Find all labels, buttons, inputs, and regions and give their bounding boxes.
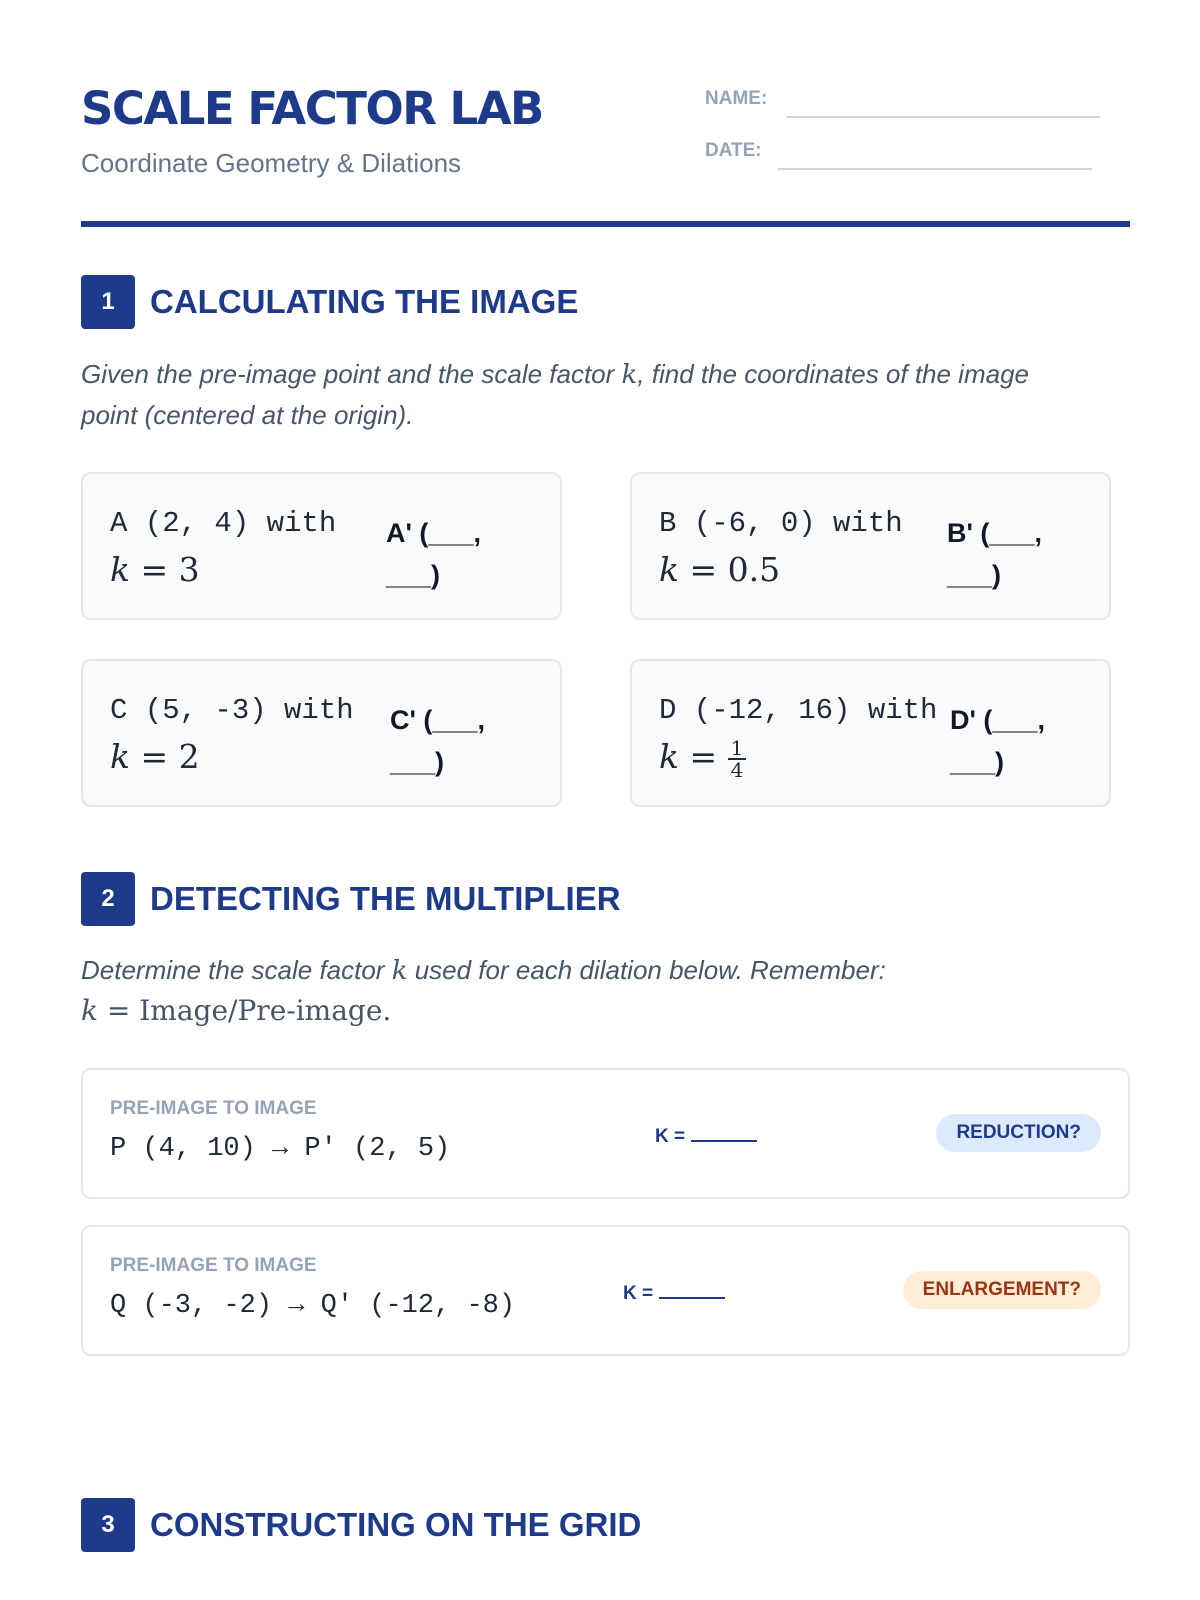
answer-blank[interactable] [947,512,1057,596]
section-1-instructions [81,354,1081,435]
answer-line: C' (___, [390,705,485,735]
scale-factor [110,737,200,776]
formula: = Image/Pre-image. [97,994,392,1027]
fraction-numerator: 1 [728,738,747,760]
scale-factor [659,737,746,780]
page-subtitle: Coordinate Geometry & Dilations [81,148,462,178]
k-answer-blank[interactable] [691,1126,757,1142]
k-label: K = [623,1283,654,1304]
page-title: SCALE FACTOR LAB [81,82,543,135]
pre-image-point: C (5, -3) with [110,694,354,727]
variable-k: k [621,360,638,390]
reduction-badge: REDUCTION? [936,1114,1101,1152]
equals-sign: = [130,550,179,589]
enlargement-badge: ENLARGEMENT? [903,1271,1101,1309]
equals-sign: = [130,737,179,776]
date-label: DATE: [705,140,762,161]
k-fraction [728,738,747,780]
problem-card-d [630,659,1111,807]
card-label: PRE-IMAGE TO IMAGE [110,1255,317,1276]
answer-line: ___) [947,560,1002,590]
k-label: K = [655,1126,686,1147]
instructions-text: used for each dilation below. Remember: [414,955,886,985]
answer-blank[interactable] [950,699,1060,783]
pre-image-point: D (-12, 16) with [659,694,938,727]
k-answer-field[interactable] [623,1283,725,1305]
variable-k: k [81,994,98,1027]
k-answer-blank[interactable] [659,1283,725,1299]
answer-line: D' (___, [950,705,1045,735]
k-value: 3 [178,550,200,589]
instructions-text: , find the coordinates of the image point (centered at the origin). [81,359,1030,430]
answer-line: ___) [950,747,1005,777]
problem-card-c [81,659,562,807]
card-label: PRE-IMAGE TO IMAGE [110,1098,317,1119]
answer-line: ___) [390,747,445,777]
answer-line: B' (___, [947,518,1042,548]
worksheet-header [81,82,1119,232]
dilation-mapping: Q (-3, -2) → Q' (-12, -8) [110,1291,516,1321]
name-field[interactable] [786,116,1100,118]
instructions-text: Given the pre-image point and the scale factor [81,359,615,389]
equals-sign: = [679,737,728,776]
dilation-card-q [81,1225,1130,1356]
fraction-denominator: 4 [730,758,744,782]
k-value: 2 [178,737,200,776]
section-number-badge: 1 [81,275,135,329]
section-title: DETECTING THE MULTIPLIER [150,880,621,917]
dilation-mapping: P (4, 10) → P' (2, 5) [110,1134,451,1164]
scale-factor [110,550,200,589]
name-label: NAME: [705,88,768,109]
pre-image-point: A (2, 4) with [110,507,337,540]
instructions-text: Determine the scale factor [81,955,385,985]
answer-line: A' (___, [386,518,481,548]
variable-k: k [110,737,130,776]
header-divider [81,221,1130,227]
pre-image-point: B (-6, 0) with [659,507,903,540]
variable-k: k [110,550,130,589]
k-answer-field[interactable] [655,1126,757,1148]
section-number-badge: 3 [81,1498,135,1552]
variable-k: k [659,550,679,589]
date-field[interactable] [778,168,1092,170]
section-title: CONSTRUCTING ON THE GRID [150,1506,642,1543]
answer-blank[interactable] [386,512,496,596]
answer-blank[interactable] [390,699,500,783]
section-number-badge: 2 [81,872,135,926]
section-title: CALCULATING THE IMAGE [150,283,579,320]
scale-factor [659,550,780,589]
dilation-card-p [81,1068,1130,1199]
problem-card-a [81,472,562,620]
answer-line: ___) [386,560,441,590]
section-2-instructions [81,950,1081,1031]
variable-k: k [659,737,679,776]
k-value: 0.5 [727,550,781,589]
problem-card-b [630,472,1111,620]
variable-k: k [391,956,408,986]
equals-sign: = [679,550,728,589]
